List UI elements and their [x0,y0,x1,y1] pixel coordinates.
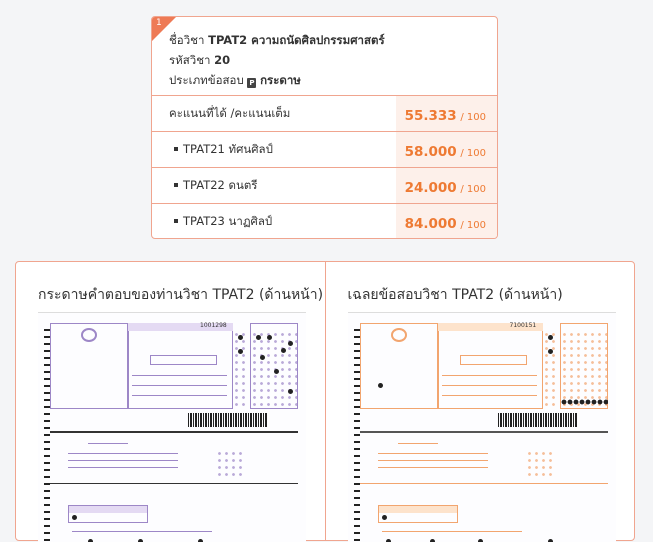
score-value: 55.333 [404,108,457,124]
exam-type-label: ประเภทข้อสอบ [169,73,244,87]
score-max: / 100 [460,112,486,123]
subject-name-label: ชื่อวิชา [169,33,205,47]
key-sheet-number: 7100151 [509,322,537,329]
score-row-tpat23 [152,203,497,239]
score-max: / 100 [460,148,486,159]
subject-score-card [151,16,498,239]
subject-code-line [169,50,480,70]
exam-type: กระดาษ [260,73,301,87]
score-label: TPAT22 ดนตรี [183,178,258,192]
subject-code-label: รหัสวิชา [169,53,211,67]
score-label: TPAT23 นาฏศิลป์ [183,214,273,228]
score-value: 84.000 [404,216,457,232]
answer-key-title: เฉลยข้อสอบวิชา TPAT2 (ด้านหน้า) [347,287,563,303]
student-answer-sheet-section [16,262,325,540]
answer-key-sheet-image[interactable] [348,312,616,542]
answer-key-section [325,262,635,540]
score-max: / 100 [460,184,486,195]
exam-type-line [169,70,480,90]
bullet-icon [174,219,178,223]
student-sheet-number: 1001298 [200,322,227,329]
answer-sheets-panel [15,261,635,541]
score-row-tpat22 [152,167,497,203]
bullet-icon [174,183,178,187]
student-answer-sheet-image[interactable] [38,312,306,542]
subject-name: TPAT2 ความถนัดศิลปกรรมศาสตร์ [208,33,385,47]
score-label: คะแนนที่ได้ /คะแนนเต็ม [169,106,291,120]
score-row-tpat21 [152,131,497,167]
score-value: 58.000 [404,144,457,160]
score-value: 24.000 [404,180,457,196]
student-sheet-title: กระดาษคำตอบของท่านวิชา TPAT2 (ด้านหน้า) [38,287,324,303]
index-number: 1 [156,18,162,28]
score-max: / 100 [460,220,486,231]
subject-code: 20 [214,53,231,67]
score-row-total [152,95,497,131]
score-label: TPAT21 ทัศนศิลป์ [183,142,273,156]
subject-name-line [169,30,480,50]
paper-icon: P [249,79,255,87]
subject-info [152,17,497,95]
bullet-icon [174,147,178,151]
